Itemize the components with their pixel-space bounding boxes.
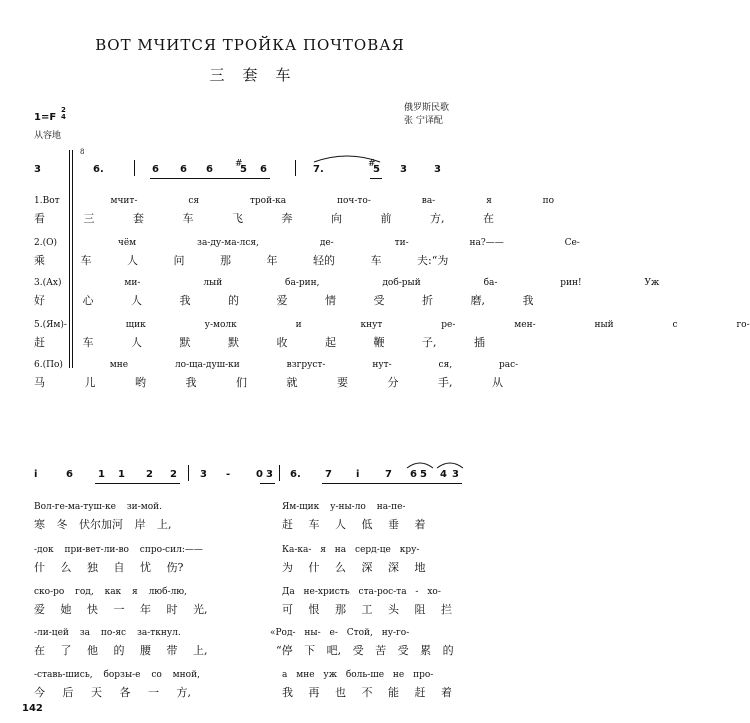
song-subtitle: 三套车 [209,66,309,84]
composer-credit: 俄罗斯民歌 [404,103,450,113]
lyric-syllable: ва- [421,196,436,206]
lyric-line [34,374,503,390]
note: 7 [325,469,332,480]
sharp-sign: # [368,159,376,169]
barline [295,160,296,176]
sharp-sign: # [235,159,243,169]
lyric-syllable: 马 [34,376,45,389]
note: 3 [34,164,41,175]
lyric-syllable: 哟 我 们 就 要 [135,376,348,389]
lyric-syllable: ный с го- [594,320,750,330]
lyric-line [34,278,659,288]
slur-arc [405,458,465,470]
lyric-syllable: 儿 [84,376,96,389]
note: 5 [240,164,247,175]
lyric-line [34,360,518,370]
barline [279,465,280,481]
note: 3 [266,469,273,480]
lyric-syllable: у-молк и кнут ре- [204,320,456,330]
note: 3 [452,469,459,480]
lyric-syllable: ти- [394,238,409,248]
note: 6 [180,164,187,175]
lyric-line: -ставь-шись, борзы-е со мной, [34,670,200,680]
lyric-syllable: ми- [124,278,141,288]
lyric-syllable: 6.(По) [34,360,63,370]
lyric-syllable: 人 我 的 [131,294,239,307]
lyric-syllable: 年 轻的 [266,254,335,267]
lyric-syllable: 套 [133,212,144,225]
segno-mark: 8 [80,148,85,156]
lyric-line: 什 么 独 自 忧 伤? [34,561,184,574]
lyric-syllable: ся, рас- [438,360,519,370]
lyric-syllable: 3.(Ах) [34,278,62,288]
song-title: ВОТ МЧИТСЯ ТРОЙКА ПОЧТОВАЯ [95,36,405,54]
tie-arc [312,150,382,164]
beam-underline [322,483,462,484]
lyric-line: 赶 车 人 低 垂 着 [282,518,426,531]
lyric-syllable: 夫:“为 [417,254,449,267]
lyric-syllable: 鞭 [373,336,385,349]
note: 2 [146,469,153,480]
lyric-line: Вол-ге-ма-туш-ке зи-мой. [34,502,163,512]
lyric-line: Ям-щик у-ны-ло на-пе- [282,502,406,512]
beam-underline [95,483,180,484]
beam-underline [260,483,275,484]
lyric-syllable: поч-то- [337,196,371,206]
lyric-syllable: 人 默 默 [131,336,239,349]
lyric-syllable: 1.Вот [34,196,60,206]
lyric-line: “停 下 吧, 受 苦 受 累 的 [276,644,454,657]
lyric-line [34,334,485,350]
note: 6 [66,469,73,480]
lyric-line [34,196,554,206]
lyric-syllable: 方, 在 [430,212,494,225]
lyric-syllable: ся [188,196,200,206]
note: 7. [313,164,324,175]
lyric-syllable: мчит- [110,196,138,206]
note: 6 [206,164,213,175]
tempo-marking: 从容地 [34,131,62,141]
lyric-syllable: 折 磨, 我 [422,294,534,307]
lyric-syllable: де- [319,238,334,248]
note: 5 [420,469,427,480]
note: 7 [385,469,392,480]
beam-underline [150,178,270,179]
lyric-syllable: 车 [370,254,382,267]
time-signature-bottom: 4 [61,113,66,121]
lyric-syllable: 子, 插 [422,336,485,349]
lyric-syllable: 受 [373,294,385,307]
note: 3 [400,164,407,175]
lyric-syllable: 5.(Ям)- [34,320,67,330]
lyric-syllable: 赶 [34,336,45,349]
note: - [226,469,231,480]
lyric-syllable: 好 [34,294,45,307]
lyric-line: 爱 她 快 一 年 时 光, [34,603,208,616]
key-signature: 1=F [34,112,57,123]
lyric-line: ско-ро год, как я люб-лю, [34,587,188,597]
lyric-line [34,252,448,268]
lyric-syllable: 那 [220,254,231,267]
lyric-line: 今 后 天 各 一 方, [34,686,191,699]
lyric-line [34,238,580,248]
lyric-syllable: 奔 向 [281,212,342,225]
note: 6 [410,469,417,480]
lyric-syllable: трой-ка [249,196,287,206]
lyric-syllable: 人 [127,254,138,267]
note: 1 [118,469,125,480]
lyric-syllable: 分 [387,376,399,389]
lyric-line: 可 恨 那 工 头 阻 拦 [282,603,452,616]
note: 6. [290,469,301,480]
lyric-syllable: 前 [380,212,392,225]
note: 6 [152,164,159,175]
time-signature-top: 2 [61,106,66,114]
lyric-syllable: на?—— Се- [469,238,580,248]
lyric-line: 我 再 也 不 能 赶 着 [282,686,452,699]
note: 6. [93,164,104,175]
lyric-line: 在 了 他 的 腰 带 上, [34,644,208,657]
lyric-line: 寒 冬 伏尔加河 岸 上, [34,518,172,531]
lyric-line: «Род- ны- е- Стой, ну-го- [270,628,410,638]
note: 1 [98,469,105,480]
lyric-syllable: чём [117,238,137,248]
lyric-line: -док при-вет-ли-во спро-сил:—— [34,545,203,555]
barline [188,465,189,481]
lyric-line: Ка-ка- я на серд-це кру- [282,545,420,555]
lyric-syllable: 手, 从 [438,376,503,389]
lyric-line [34,292,534,308]
lyric-syllable: лый ба-рин, доб-рый [203,278,421,288]
lyric-syllable: щик [125,320,146,330]
translator-credit: 张 宁译配 [404,116,443,126]
lyric-syllable: мен- [514,320,536,330]
note: 5 [373,164,380,175]
lyric-line [34,320,750,330]
note: 6 [260,164,267,175]
lyric-line [34,210,494,226]
lyric-line: 为 什 么 深 深 地 [282,561,426,574]
lyric-syllable: 看 [34,212,45,225]
note: 4 [440,469,447,480]
lyric-syllable: 心 [82,294,94,307]
lyric-syllable: я по [486,196,555,206]
lyric-syllable: 2.(О) [34,238,57,248]
note: 3 [200,469,207,480]
lyric-syllable: 问 [173,254,185,267]
lyric-syllable: 三 [83,212,95,225]
lyric-line: -ли-цей за по-яс за-ткнул. [34,628,181,638]
beam-underline [370,178,382,179]
note: i [34,469,38,480]
lyric-syllable: 收 起 [276,336,336,349]
lyric-syllable: 车 [82,336,94,349]
lyric-syllable: 车 飞 [182,212,243,225]
lyric-syllable: 车 [80,254,92,267]
lyric-syllable: за-ду-ма-лся, [197,238,259,248]
lyric-syllable: нут- [372,360,392,370]
page-number: 142 [22,703,43,714]
lyric-line: а мне уж боль-ше не про- [282,670,434,680]
note: 0 [256,469,263,480]
lyric-syllable: ло-ща-душ-ки взгруст- [174,360,326,370]
barline [134,160,135,176]
lyric-syllable: мне [109,360,129,370]
lyric-line: Да не-христь ста-рос-та - хо- [282,587,441,597]
lyric-syllable: рин! Уж [560,278,660,288]
note: 2 [170,469,177,480]
note: i [356,469,360,480]
lyric-syllable: 乘 [34,254,45,267]
note: 3 [434,164,441,175]
time-signature [61,107,66,121]
lyric-syllable: 爱 情 [276,294,336,307]
lyric-syllable: ба- [483,278,498,288]
